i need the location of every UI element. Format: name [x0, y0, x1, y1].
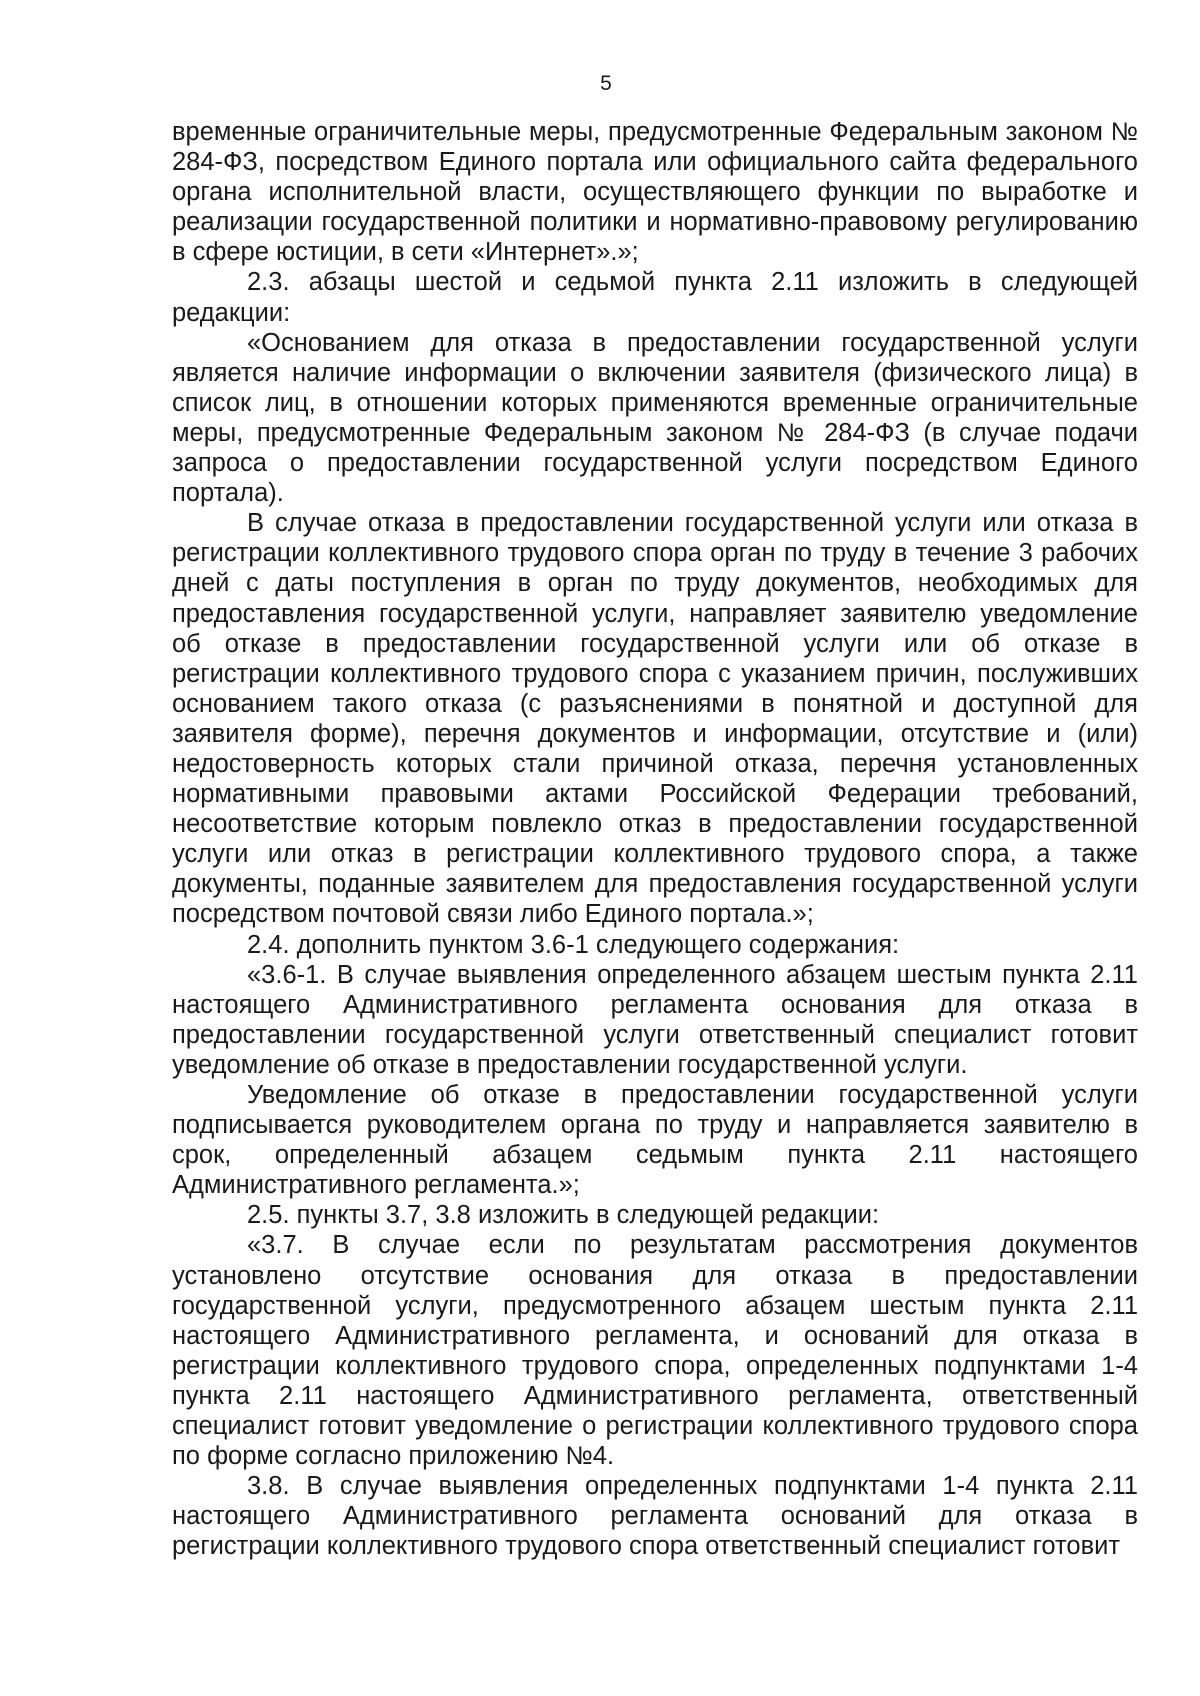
- paragraph-6: «3.6-1. В случае выявления определенного абзацем шестым пункта 2.11 настоящего Административного регламента основания для отказа в предоставлении государственной услуги ответственный специалист готовит уведомление об отказе в предоставлении государственной услуги.: [172, 960, 1138, 1079]
- paragraph-7: Уведомление об отказе в предоставлении государственной услуги подписывается руководителем органа по труду и направляется заявителю в срок, определенный абзацем седьмым пункта 2.11 настоящего Административного регламента.»;: [172, 1081, 1138, 1200]
- paragraph-4: В случае отказа в предоставлении государственной услуги или отказа в регистрации коллективного трудового спора орган по труду в течение 3 рабочих дней с даты поступления в орган по труду документов, необходимых для предоставления государственной услуги, направляет заявителю уведомление об отказе в предоставлении государственной услуги или об отказе в регистрации коллективного трудового спора с указанием причин, послуживших основанием такого отказа (с разъяснениями в понятной и доступной для заявителя форме), перечня документов и информации, отсутствие и (или) недостоверность которых стали причиной отказа, перечня установленных нормативными правовыми актами Российской Федерации требований, несоответствие которым повлекло отказ в предоставлении государственной услуги или отказ в регистрации коллективного трудового спора, а также документы, поданные заявителем для предоставления государственной услуги посредством почтовой связи либо Единого портала.»;: [172, 509, 1138, 929]
- document-body: [172, 117, 1138, 1562]
- paragraph-1: временные ограничительные меры, предусмотренные Федеральным законом № 284-ФЗ, посредством Единого портала или официального сайта федерального органа исполнительной власти, осуществляющего функции по выработке и реализации государственной политики и нормативно-правовому регулированию в сфере юстиции, в сети «Интернет».»;: [172, 118, 1138, 267]
- page-number: 5: [600, 72, 612, 95]
- paragraph-10: 3.8. В случае выявления определенных подпунктами 1-4 пункта 2.11 настоящего Административного регламента оснований для отказа в регистрации коллективного трудового спора ответственный специалист готовит: [172, 1472, 1138, 1561]
- paragraph-5: 2.4. дополнить пунктом 3.6-1 следующего содержания:: [247, 930, 900, 959]
- paragraph-2: 2.3. абзацы шестой и седьмой пункта 2.11 изложить в следующей редакции:: [172, 268, 1138, 327]
- paragraph-8: 2.5. пункты 3.7, 3.8 изложить в следующей редакции:: [247, 1201, 880, 1230]
- paragraph-9: «3.7. В случае если по результатам рассмотрения документов установлено отсутствие основания для отказа в предоставлении государственной услуги, предусмотренного абзацем шестым пункта 2.11 настоящего Административного регламента, и оснований для отказа в регистрации коллективного трудового спора, определенных подпунктами 1-4 пункта 2.11 настоящего Административного регламента, ответственный специалист готовит уведомление о регистрации коллективного трудового спора по форме согласно приложению №4.: [172, 1231, 1138, 1471]
- paragraph-3: «Основанием для отказа в предоставлении государственной услуги является наличие информации о включении заявителя (физического лица) в список лиц, в отношении которых применяются временные ограничительные меры, предусмотренные Федеральным законом № 284-ФЗ (в случае подачи запроса о предоставлении государственной услуги посредством Единого портала).: [172, 328, 1138, 508]
